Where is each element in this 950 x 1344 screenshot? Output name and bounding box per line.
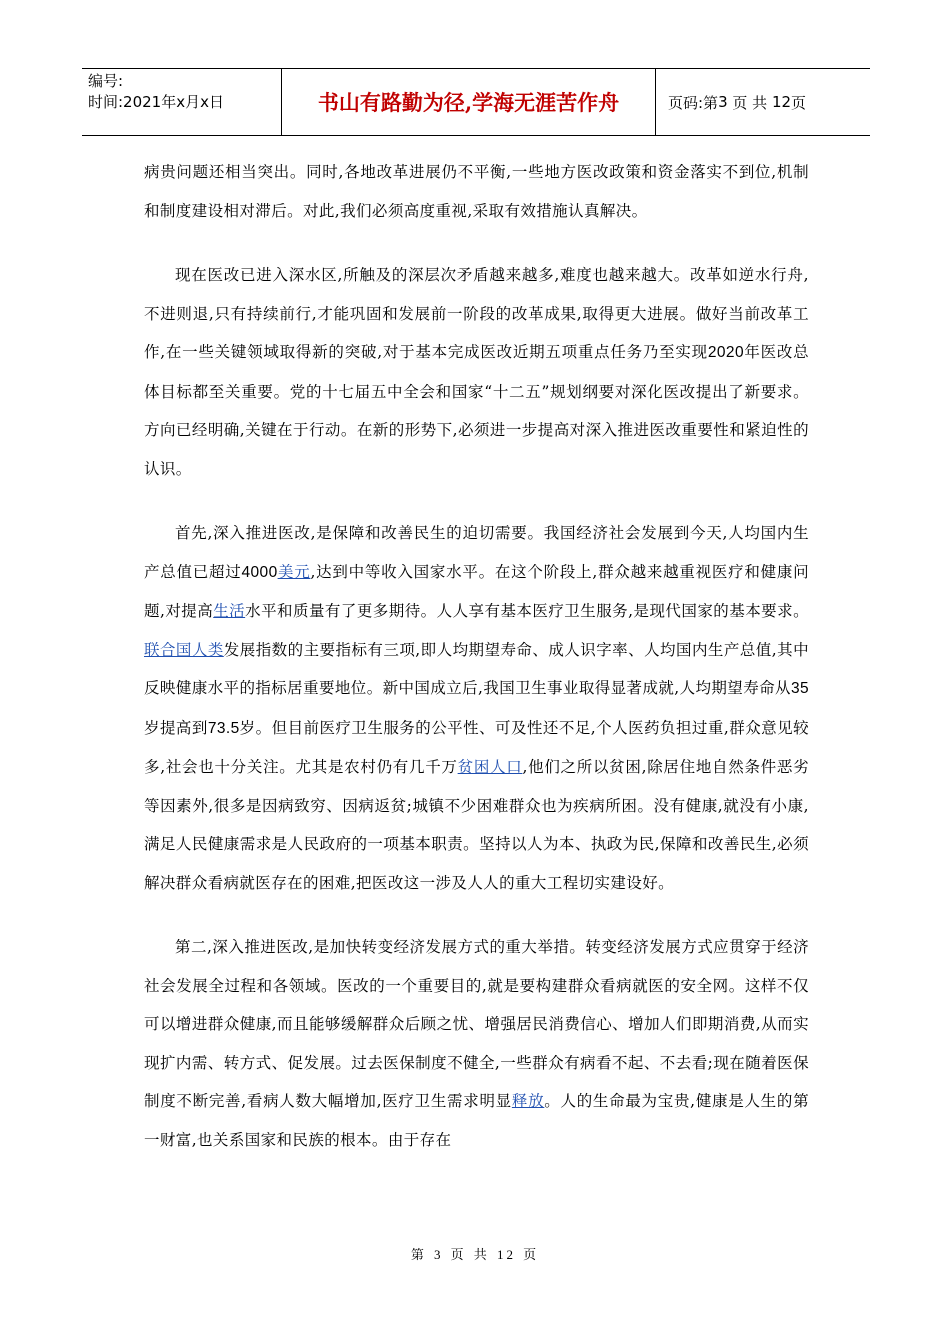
inline-number: 73.5 — [207, 719, 240, 737]
page-prefix: 页码:第 — [668, 93, 719, 112]
inline-link[interactable]: 贫困人口 — [457, 758, 523, 776]
text-run: ,他们之所以贫困,除居住地自然条件恶劣等因素外,很多是因病致穷、因病返贫;城镇不少困难群众也为疾病所困。没有健康,就没有小康,满足人民健康需求是人民政府的一项基本职责。坚持以人为本、执政为民,保障和改善民生,必须解决群众看病就医存在的困难,把医改这一涉及人人的重大工程切实建设好。 — [144, 758, 809, 892]
text-run: 病贵问题还相当突出。同时,各地改革进展仍不平衡,一些地方医改政策和资金落实不到位,机制和制度建设相对滞后。对此,我们必须高度重视,采取有效措施认真解决。 — [144, 163, 809, 220]
text-run: 。人的生命最为宝贵,健康是人生的第一财富,也关系国家和民族的根本。由于存在 — [144, 1092, 809, 1149]
footer-total: 12 — [496, 1247, 516, 1262]
paragraph — [144, 928, 809, 1159]
text-run: 岁提高到 — [144, 718, 208, 737]
page-header — [82, 68, 870, 136]
inline-link[interactable]: 联合国人类 — [144, 640, 224, 659]
footer-suffix: 页 — [523, 1248, 540, 1263]
header-motto: 书山有路勤为径,学海无涯苦作舟 — [282, 69, 656, 135]
inline-number: 35 — [790, 680, 809, 697]
header-meta — [82, 69, 282, 135]
text-run: 年医改总体目标都至关重要。党的十七届五中全会和国家“十二五”规划纲要对深化医改提出了新要求。方向已经明确,关键在于行动。在新的形势下,必须进一步提高对深入推进医改重要性和紧迫性的认识。 — [144, 343, 809, 478]
text-run: ,达到中等收入国家水平。在这个阶段上,群众越来越重视医疗和健康问题,对提高 — [144, 562, 809, 620]
page-mid: 页 共 — [732, 93, 768, 112]
text-run: 发展指数的主要指标有三项,即人均期望寿命、成人识字率、人均国内生产总值,其中反映健康水平的指标居重要地位。新中国成立后,我国卫生事业取得显著成就,人均期望寿命从 — [144, 640, 809, 697]
page-total: 12 — [771, 93, 792, 111]
footer-mid: 页 共 — [450, 1248, 490, 1263]
text-run: 第二,深入推进医改,是加快转变经济发展方式的重大举措。转变经济发展方式应贯穿于经济社会发展全过程和各领域。医改的一个重要目的,就是要构建群众看病就医的安全网。这样不仅可以增进群众健康,而且能够缓解群众后顾之忧、增强居民消费信心、增加人们即期消费,从而实现扩内需、转方式、促发展。过去医保制度不健全,一些群众有病看不起、不去看;现在随着医保制度不断完善,看病人数大幅增加,医疗卫生需求明显 — [144, 938, 809, 1110]
paragraph — [144, 153, 809, 230]
text-run: 首先,深入推进医改,是保障和改善民生的迫切需要。我国经济社会发展到今天,人均国内生产总值已超过 — [144, 524, 809, 581]
document-time-label: 时间:2021年x月x日 — [88, 93, 224, 111]
inline-number: 4000 — [241, 563, 278, 581]
document-body — [144, 153, 809, 1185]
header-page-indicator — [656, 69, 870, 135]
page-current: 3 — [718, 93, 728, 111]
inline-link[interactable]: 释放 — [511, 1092, 545, 1110]
inline-link[interactable]: 生活 — [213, 602, 246, 620]
paragraph — [144, 514, 809, 902]
text-run: 岁。但目前医疗卫生服务的公平性、可及性还不足,个人医药负担过重,群众意见较多,社会也十分关注。尤其是农村仍有几千万 — [144, 718, 809, 776]
footer-prefix: 第 — [410, 1248, 427, 1263]
document-number-label: 编号: — [88, 72, 124, 90]
page-suffix: 页 — [791, 93, 807, 112]
inline-link[interactable]: 美元 — [277, 562, 311, 581]
footer-current: 3 — [434, 1247, 444, 1262]
inline-number: 2020 — [707, 344, 744, 361]
page-footer — [0, 1244, 950, 1263]
paragraph — [144, 256, 809, 488]
text-run: 现在医改已进入深水区,所触及的深层次矛盾越来越多,难度也越来越大。改革如逆水行舟,不进则退,只有持续前行,才能巩固和发展前一阶段的改革成果,取得更大进展。做好当前改革工作,在一些关键领域取得新的突破,对于基本完成医改近期五项重点任务乃至实现 — [144, 266, 809, 361]
text-run: 水平和质量有了更多期待。人人享有基本医疗卫生服务,是现代国家的基本要求。 — [245, 602, 809, 620]
